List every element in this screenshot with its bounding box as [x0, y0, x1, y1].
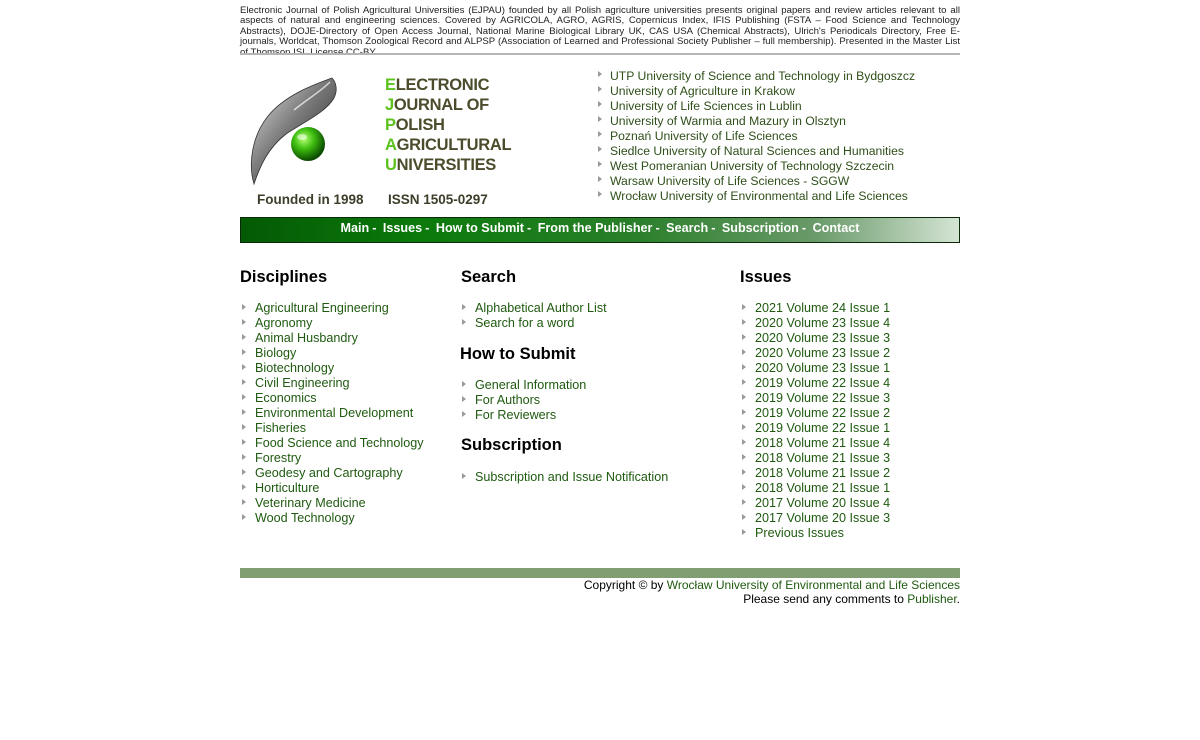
nav-subscription[interactable]: Subscription [721, 221, 799, 235]
nav-search[interactable]: Search [666, 221, 709, 235]
bullet-icon [742, 364, 746, 370]
journal-logo-icon[interactable] [246, 76, 346, 188]
issue-link[interactable]: 2019 Volume 22 Issue 1 [740, 421, 890, 436]
bullet-icon [598, 176, 602, 182]
main-nav: Main - Issues - How to Submit - From the Publisher - Search - Subscription - Contact [240, 217, 960, 243]
bullet-icon [742, 529, 746, 535]
discipline-link[interactable]: Horticulture [240, 481, 424, 496]
bullet-icon [742, 394, 746, 400]
top-divider [240, 53, 960, 55]
subscription-heading: Subscription [461, 436, 562, 454]
discipline-link[interactable]: Animal Husbandry [240, 331, 424, 346]
discipline-link[interactable]: Wood Technology [240, 511, 424, 526]
how-to-submit-list [460, 378, 586, 423]
bullet-icon [742, 379, 746, 385]
title-text: NIVERSITIES [396, 156, 497, 174]
title-accent: P [385, 116, 396, 134]
search-link[interactable]: Alphabetical Author List [460, 301, 607, 316]
university-footer-link[interactable]: Wrocław University of Environmental and Life Sciences [666, 578, 960, 592]
bullet-icon [462, 381, 466, 387]
issue-link[interactable]: 2020 Volume 23 Issue 2 [740, 346, 890, 361]
how-to-submit-heading: How to Submit [460, 345, 576, 363]
bullet-icon [598, 146, 602, 152]
publisher-link[interactable]: Publisher [907, 592, 957, 606]
bullet-icon [462, 396, 466, 402]
university-list [598, 69, 915, 204]
issue-link[interactable]: 2019 Volume 22 Issue 3 [740, 391, 890, 406]
nav-from-the-publisher[interactable]: From the Publisher [537, 221, 653, 235]
bullet-icon [242, 394, 246, 400]
issue-link[interactable]: 2021 Volume 24 Issue 1 [740, 301, 890, 316]
bullet-icon [242, 304, 246, 310]
nav-issues[interactable]: Issues [382, 221, 423, 235]
footer-bar [240, 568, 960, 578]
issue-link[interactable]: 2019 Volume 22 Issue 2 [740, 406, 890, 421]
title-text: LECTRONIC [395, 76, 490, 94]
discipline-link[interactable]: Biotechnology [240, 361, 424, 376]
search-heading: Search [461, 268, 517, 286]
discipline-link[interactable]: Agronomy [240, 316, 424, 331]
university-link[interactable]: University of Life Sciences in Lublin [598, 99, 915, 114]
bullet-icon [742, 319, 746, 325]
issues-list [740, 301, 890, 541]
subscription-link[interactable]: Subscription and Issue Notification [460, 470, 668, 485]
university-link[interactable]: University of Agriculture in Krakow [598, 84, 915, 99]
bullet-icon [742, 304, 746, 310]
bullet-icon [462, 319, 466, 325]
disciplines-list [240, 301, 424, 526]
subscription-list [460, 470, 668, 485]
title-text: GRICULTURAL [396, 136, 512, 154]
issue-link[interactable]: 2018 Volume 21 Issue 4 [740, 436, 890, 451]
bullet-icon [742, 484, 746, 490]
title-text: OURNAL OF [393, 96, 489, 114]
bullet-icon [742, 409, 746, 415]
bullet-icon [462, 473, 466, 479]
discipline-link[interactable]: Fisheries [240, 421, 424, 436]
bullet-icon [242, 379, 246, 385]
issue-link[interactable]: 2019 Volume 22 Issue 4 [740, 376, 890, 391]
issue-link[interactable]: 2018 Volume 21 Issue 3 [740, 451, 890, 466]
bullet-icon [242, 469, 246, 475]
nav-how-to-submit[interactable]: How to Submit [435, 221, 524, 235]
intro-text: Electronic Journal of Polish Agricultural Universities (EJPAU) founded by all Polish agriculture universities presents original papers and review articles relevant to all aspects of natural and engineering sciences. Covered by AGRICOLA, AGRO, AGRIS, Copernicus Index, IFIS Publishing (FSTA – Food Science and Technology Abstracts), DOJE-Directory of Open Access Journal, National Marine Biological Library UK, CAS USA (Chemical Abstracts), Ulrich's Periodicals Directory, Free E-journals, Worldcat, Thomson Zoological Record and ALPSP (Association of Learned and Professional Society Publisher – full membership). Presented in the Master List [240, 5, 960, 48]
discipline-link[interactable]: Geodesy and Cartography [240, 466, 424, 481]
bullet-icon [242, 439, 246, 445]
discipline-link[interactable]: Biology [240, 346, 424, 361]
university-link[interactable]: Warsaw University of Life Sciences - SGGW [598, 174, 915, 189]
issues-heading: Issues [740, 268, 792, 286]
disciplines-heading: Disciplines [240, 268, 328, 286]
previous-issues-link[interactable]: Previous Issues [740, 526, 890, 541]
bullet-icon [742, 334, 746, 340]
bullet-icon [742, 439, 746, 445]
bullet-icon [742, 454, 746, 460]
issue-link[interactable]: 2018 Volume 21 Issue 2 [740, 466, 890, 481]
bullet-icon [598, 71, 602, 77]
title-accent: U [385, 156, 397, 174]
bullet-icon [742, 514, 746, 520]
discipline-link[interactable]: Food Science and Technology [240, 436, 424, 451]
title-accent: J [385, 96, 394, 114]
university-link[interactable]: UTP University of Science and Technology in Bydgoszcz [598, 69, 915, 84]
bullet-icon [242, 319, 246, 325]
discipline-link[interactable]: Veterinary Medicine [240, 496, 424, 511]
bullet-icon [242, 499, 246, 505]
bullet-icon [598, 86, 602, 92]
search-link[interactable]: Search for a word [460, 316, 607, 331]
title-accent: E [385, 76, 396, 94]
university-link[interactable]: University of Warmia and Mazury in Olsztyn [598, 114, 915, 129]
bullet-icon [598, 161, 602, 167]
bullet-icon [242, 454, 246, 460]
university-link[interactable]: Siedlce University of Natural Sciences and Humanities [598, 144, 915, 159]
discipline-link[interactable]: Forestry [240, 451, 424, 466]
bullet-icon [742, 424, 746, 430]
discipline-link[interactable]: Civil Engineering [240, 376, 424, 391]
search-list [460, 301, 607, 331]
issue-link[interactable]: 2017 Volume 20 Issue 4 [740, 496, 890, 511]
issue-link[interactable]: 2018 Volume 21 Issue 1 [740, 481, 890, 496]
journal-title [385, 75, 511, 175]
bullet-icon [598, 191, 602, 197]
issue-link[interactable]: 2020 Volume 23 Issue 3 [740, 331, 890, 346]
bullet-icon [742, 349, 746, 355]
discipline-link[interactable]: Agricultural Engineering [240, 301, 424, 316]
university-link[interactable]: West Pomeranian University of Technology Szczecin [598, 159, 915, 174]
bullet-icon [242, 409, 246, 415]
footer-text: Copyright © by Wrocław University of Environmental and Life Sciences Please send any comments to Publisher. [583, 578, 960, 606]
title-text: OLISH [395, 116, 445, 134]
bullet-icon [462, 304, 466, 310]
nav-contact[interactable]: Contact [812, 221, 860, 235]
submit-link[interactable]: General Information [460, 378, 586, 393]
nav-main[interactable]: Main [340, 221, 370, 235]
bullet-icon [462, 411, 466, 417]
bullet-icon [242, 349, 246, 355]
university-link[interactable]: Poznań University of Life Sciences [598, 129, 915, 144]
bullet-icon [242, 364, 246, 370]
submit-link[interactable]: For Reviewers [460, 408, 586, 423]
bullet-icon [242, 334, 246, 340]
issue-link[interactable]: 2017 Volume 20 Issue 3 [740, 511, 890, 526]
discipline-link[interactable]: Environmental Development [240, 406, 424, 421]
submit-link[interactable]: For Authors [460, 393, 586, 408]
issn-label: ISSN 1505-0297 [388, 192, 488, 207]
founded-label: Founded in 1998 [257, 192, 364, 207]
bullet-icon [242, 514, 246, 520]
bullet-icon [742, 469, 746, 475]
bullet-icon [742, 499, 746, 505]
issue-link[interactable]: 2020 Volume 23 Issue 4 [740, 316, 890, 331]
bullet-icon [598, 116, 602, 122]
discipline-link[interactable]: Economics [240, 391, 424, 406]
bullet-icon [242, 424, 246, 430]
university-link[interactable]: Wrocław University of Environmental and Life Sciences [598, 189, 915, 204]
bullet-icon [598, 101, 602, 107]
bullet-icon [242, 484, 246, 490]
title-accent: A [385, 136, 397, 154]
bullet-icon [598, 131, 602, 137]
issue-link[interactable]: 2020 Volume 23 Issue 1 [740, 361, 890, 376]
